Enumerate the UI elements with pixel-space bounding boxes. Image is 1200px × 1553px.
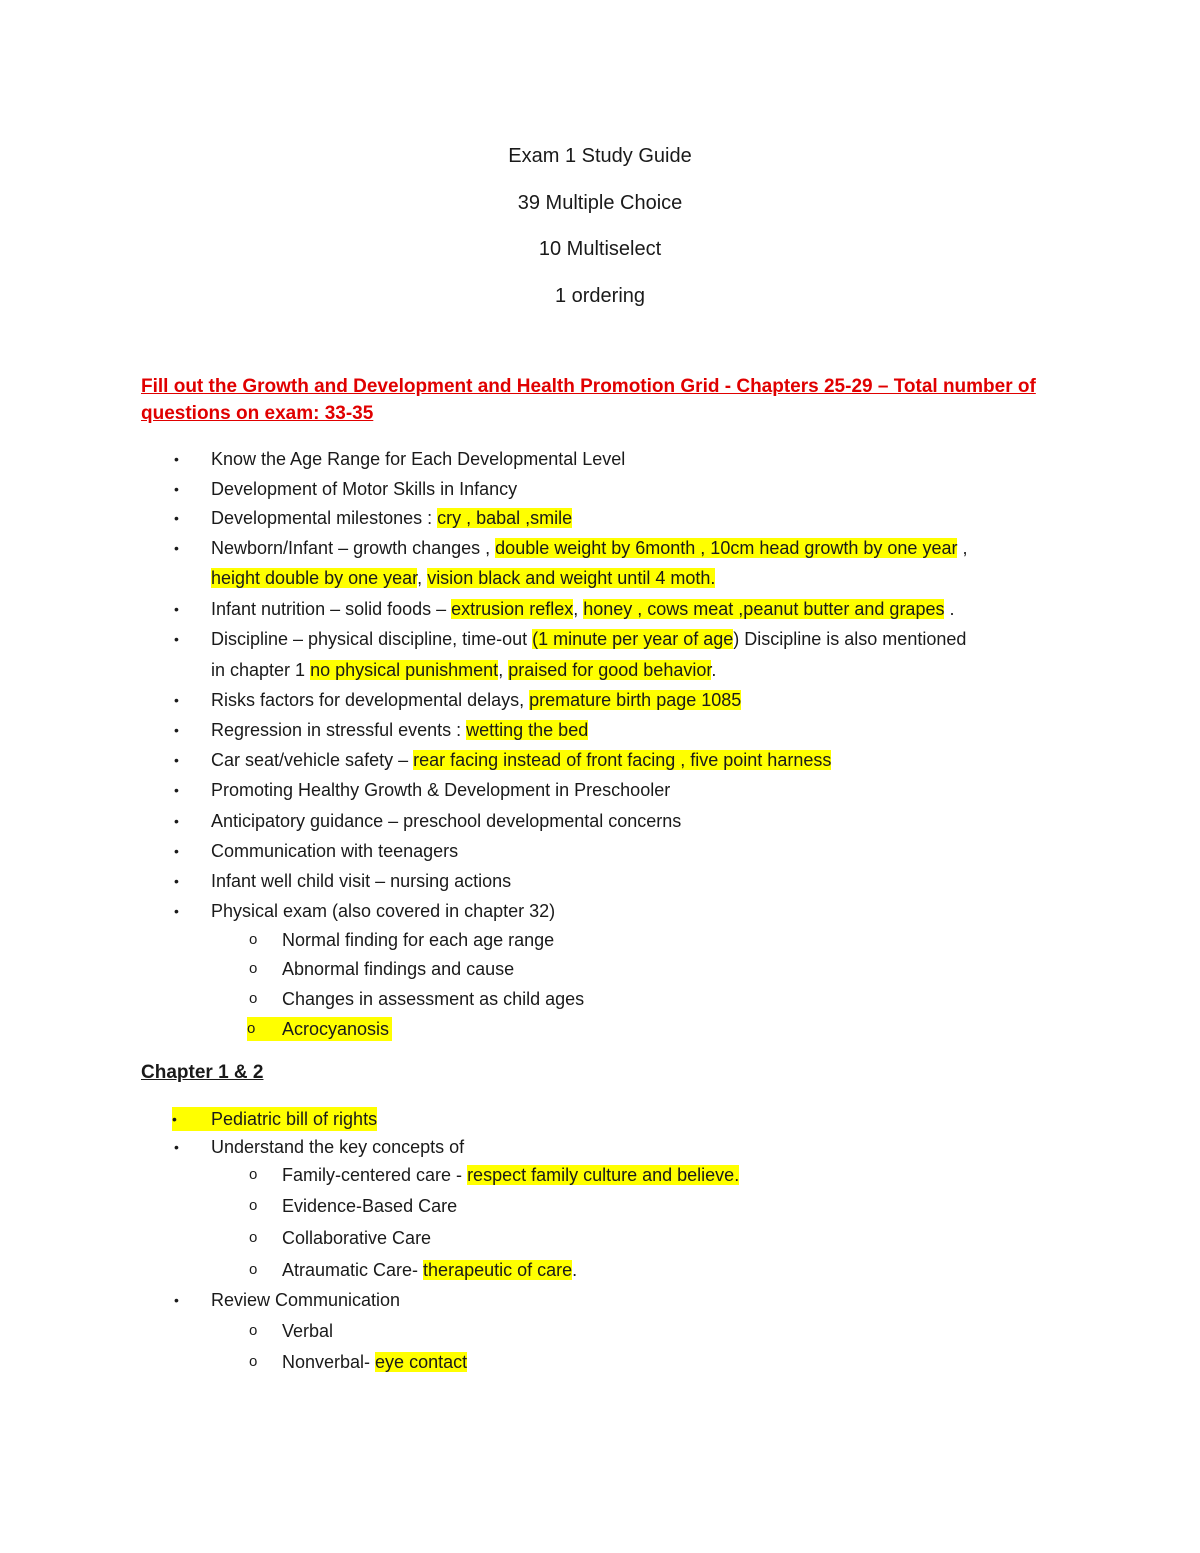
highlight: (1 minute per year of age (532, 629, 734, 649)
heading-line-2: questions on exam: 33-35 (141, 403, 374, 424)
document-page: Exam 1 Study Guide 39 Multiple Choice 10 Multiselect 1 ordering Fill out the Growth and Development and Health Promotion Grid - Chapters 25-29 – Total number of questions on exam: 33-35 • Know the Age Range for Each Developmental Level • Development of Motor Skills in Infancy • Developmental milestones : cry , babal ,smile • Newborn/Infant – growth changes , double weight by 6month , 10cm head growth by one year , height double by one year, vision black and weight until 4 moth. • Infant nutrition – solid foods – extrusion reflex, honey , cows meat ,peanut butter and grapes . • Discipline – physical discipline, time-out (1 minute per year of age) Discipline is also mentioned in chapter 1 no physical punishment, praised for good behavior. • Risks factors for developmental delays, premature birth page 1085 • Regression in stressful events : wetting the bed • Car seat/vehicle safety – rear facing instead of front facing , five point harness • Promoting Healthy Growth & Development in Preschooler • Anticipatory guidance – preschool developmental concerns • Communication with teenagers • Infant well child visit – nursing actions • Physical exam (also covered in chapter 32) o Normal finding for each age range o Abnormal findings and cause o Changes in assessment as child ages o Acrocyanosis Chapter 1 & 2 • Pediatric bill of rights • Understand the key concepts of o Family-centered care - respect family culture and believe. o Evidence-Based Care o Collaborative Care o Atraumatic Care- therapeutic of care. • Review Communication o Verbal o Nonverbal- eye contact (0, 0, 1200, 1553)
bullet-icon: • (174, 510, 179, 526)
bullet-icon: • (174, 843, 179, 859)
growth-development-heading (141, 373, 1061, 427)
doc-title: Exam 1 Study Guide (508, 145, 692, 167)
circle-bullet-icon: o (249, 1229, 258, 1246)
bullet-icon: • (174, 540, 179, 556)
question-count-ordering: 1 ordering (554, 285, 646, 307)
highlight: rear facing instead of front facing , five point harness (413, 750, 832, 770)
highlight: praised for good behavior (508, 660, 712, 680)
bullet-icon: • (174, 692, 179, 708)
bullet-icon: • (174, 1139, 179, 1155)
highlight: honey , cows meat ,peanut butter and grapes (583, 599, 945, 619)
highlight: Pediatric bill of rights (211, 1109, 378, 1129)
highlight: extrusion reflex (451, 599, 574, 619)
circle-bullet-icon: o (249, 990, 258, 1007)
circle-bullet-icon: o (249, 931, 258, 948)
highlight: height double by one year (211, 568, 418, 588)
bullet-icon: • (174, 873, 179, 889)
heading-line-1: Fill out the Growth and Development and Health Promotion Grid - Chapters 25-29 – Total number of (141, 376, 1036, 397)
bullet-icon: • (174, 631, 179, 647)
circle-bullet-icon: o (249, 960, 258, 977)
circle-bullet-icon: o (249, 1353, 258, 1370)
highlight: cry , babal ,smile (437, 508, 573, 528)
bullet-icon: • (174, 782, 179, 798)
highlight: Acrocyanosis (282, 1017, 392, 1041)
bullet-icon: • (174, 601, 179, 617)
highlight: no physical punishment (310, 660, 499, 680)
highlight: wetting the bed (466, 720, 589, 740)
circle-bullet-icon: o (249, 1261, 258, 1278)
circle-bullet-icon: o (249, 1197, 258, 1214)
bullet-icon: • (174, 813, 179, 829)
highlight: therapeutic of care (423, 1260, 573, 1280)
bullet-icon: • (174, 752, 179, 768)
bullet-icon: • (174, 451, 179, 467)
circle-bullet-icon: o (249, 1322, 258, 1339)
chapter-heading: Chapter 1 & 2 (141, 1062, 264, 1083)
bullet-icon: • (174, 903, 179, 919)
highlight: double weight by 6month , 10cm head growth by one year (495, 538, 958, 558)
highlight: premature birth page 1085 (529, 690, 742, 710)
highlight: vision black and weight until 4 moth. (427, 568, 716, 588)
highlight: eye contact (375, 1352, 468, 1372)
question-count-multiselect: 10 Multiselect (538, 238, 662, 260)
bullet-icon: • (172, 1107, 211, 1131)
bullet-icon: • (174, 1292, 179, 1308)
bullet-icon: • (174, 722, 179, 738)
circle-bullet-icon: o (247, 1017, 282, 1041)
question-count-multiple-choice: 39 Multiple Choice (517, 192, 683, 214)
bullet-icon: • (174, 481, 179, 497)
highlight: respect family culture and believe. (467, 1165, 740, 1185)
circle-bullet-icon: o (249, 1166, 258, 1183)
